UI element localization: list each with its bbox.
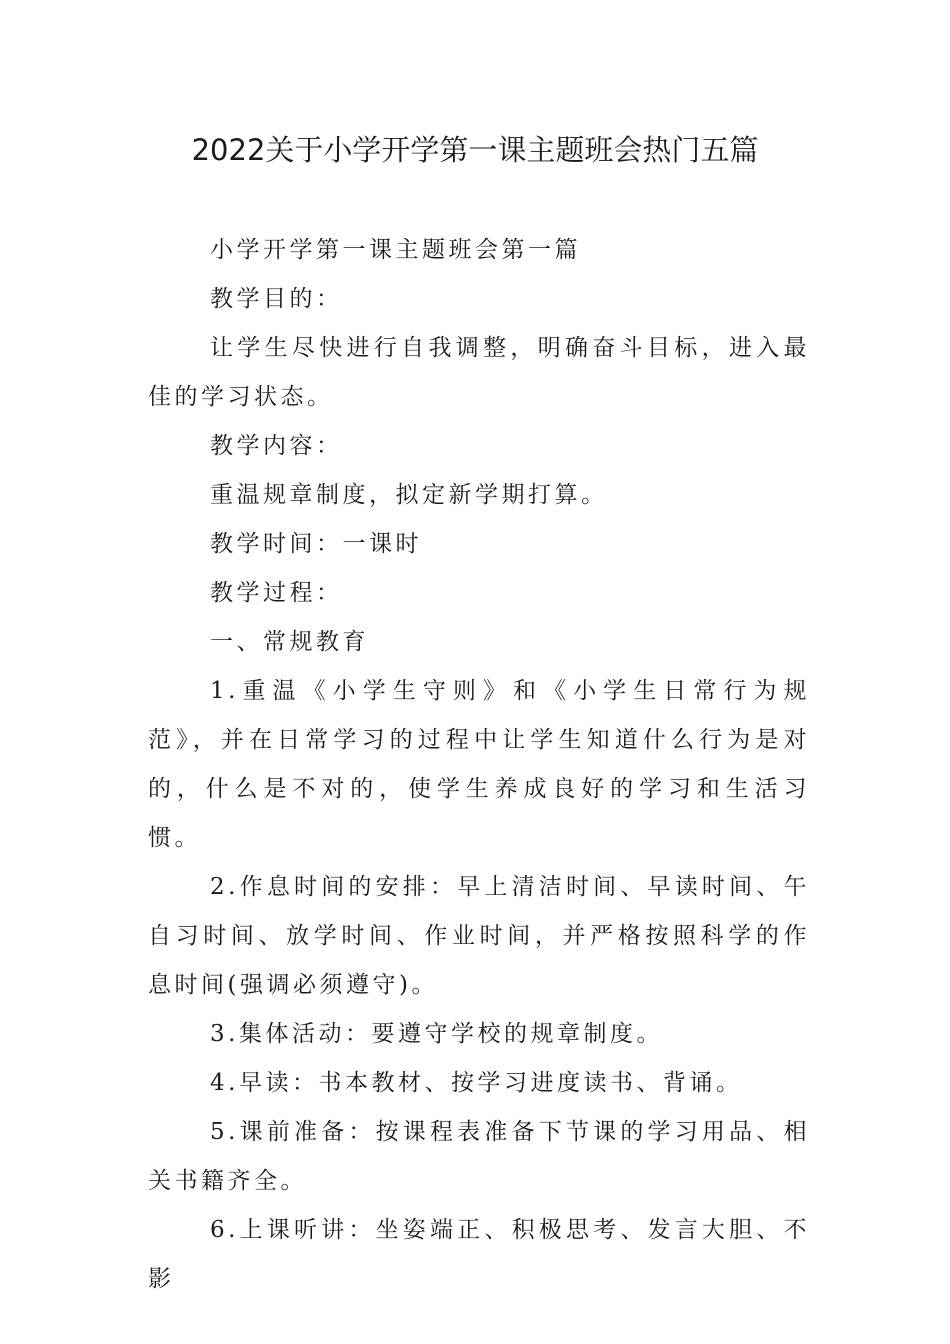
list-item: 4.早读：书本教材、按学习进度读书、背诵。 — [210, 1070, 743, 1096]
list-item: 1.重温《小学生守则》和《小学生日常行为规范》，并在日常学习的过程中让学生知道什么行为是对的，什么是不对的，使学生养成良好的学习和生活习惯。 — [148, 678, 810, 851]
document-body — [148, 226, 810, 1304]
list-item: 2.作息时间的安排：早上清洁时间、早读时间、午自习时间、放学时间、作业时间，并严格按照科学的作息时间(强调必须遵守)。 — [148, 874, 810, 998]
list-item: 3.集体活动：要遵守学校的规章制度。 — [210, 1021, 663, 1047]
section-heading: 小学开学第一课主题班会第一篇 — [210, 237, 581, 263]
document-title: 2022关于小学开学第一课主题班会热门五篇 — [191, 133, 759, 167]
paragraph: 重温规章制度，拟定新学期打算。 — [210, 482, 608, 508]
paragraph: 教学内容： — [210, 433, 343, 459]
paragraph: 教学过程： — [210, 580, 343, 606]
list-item: 5.课前准备：按课程表准备下节课的学习用品、相关书籍齐全。 — [148, 1119, 810, 1194]
paragraph: 教学时间：一课时 — [210, 531, 422, 557]
paragraph: 教学目的： — [210, 286, 343, 312]
list-item: 6.上课听讲：坐姿端正、积极思考、发言大胆、不影 — [148, 1217, 810, 1292]
paragraph: 一、常规教育 — [210, 629, 369, 655]
paragraph: 让学生尽快进行自我调整，明确奋斗目标，进入最佳的学习状态。 — [148, 335, 810, 410]
